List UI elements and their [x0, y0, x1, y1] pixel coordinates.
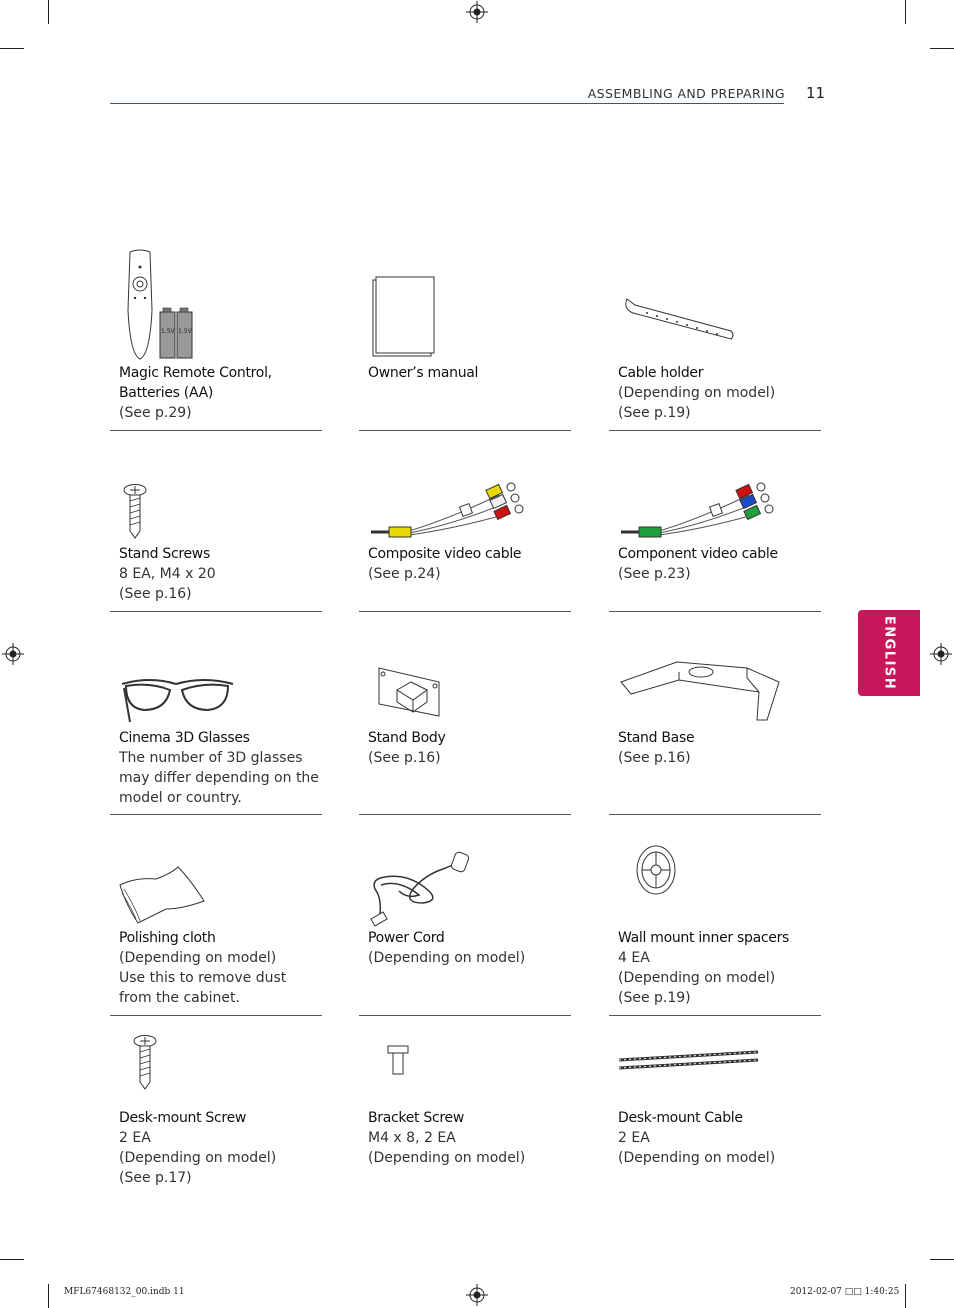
item-component-cable — [609, 431, 821, 612]
component-cable-icon — [619, 481, 779, 543]
item-name: Owner’s manual — [368, 365, 479, 381]
item-description: 4 EA — [618, 950, 650, 966]
item-stand-body — [359, 612, 571, 815]
stand-screw-icon — [122, 483, 148, 539]
item-description: (See p.23) — [618, 566, 691, 582]
bracket-screw-icon — [386, 1044, 410, 1076]
item-description: (Depending on model) — [368, 1150, 526, 1166]
item-description: (See p.24) — [368, 566, 441, 582]
manual-icon — [371, 275, 435, 359]
item-name: Desk-mount Cable — [618, 1110, 743, 1126]
item-name: Wall mount inner spacers — [618, 930, 790, 946]
item-description: (Depending on model) — [618, 970, 776, 986]
item-description: (Depending on model) — [119, 950, 277, 966]
item-description: (Depending on model) — [618, 1150, 776, 1166]
crop-mark — [930, 48, 954, 49]
composite-cable-icon — [369, 481, 529, 543]
item-description: (See p.16) — [119, 586, 192, 602]
item-description: (Depending on model) — [618, 385, 776, 401]
item-description: (See p.16) — [618, 750, 691, 766]
footer-date-info: 2012-02-07 □□ 1:40:25 — [790, 1287, 900, 1297]
item-name: Stand Body — [368, 730, 446, 746]
stand-body-icon — [373, 664, 443, 720]
item-manual — [359, 245, 571, 431]
section-title: ASSEMBLING AND PREPARING — [587, 86, 785, 101]
item-name: Stand Base — [618, 730, 695, 746]
crop-mark — [905, 0, 906, 24]
page-number: 11 — [806, 84, 826, 102]
item-power-cord — [359, 815, 571, 1016]
item-description: may differ depending on the — [119, 770, 319, 786]
svg-text:1.5V: 1.5V — [161, 328, 175, 335]
crop-mark — [0, 1259, 24, 1260]
item-name: Batteries (AA) — [119, 385, 214, 401]
item-description: (See p.16) — [368, 750, 441, 766]
desk-cable-icon — [617, 1048, 762, 1072]
item-cable-holder — [609, 245, 821, 431]
item-description: The number of 3D glasses — [119, 750, 303, 766]
item-description: from the cabinet. — [119, 990, 240, 1006]
item-name: Stand Screws — [119, 546, 210, 562]
item-stand-screws — [110, 431, 322, 612]
registration-mark-icon — [930, 643, 952, 665]
footer-file-info: MFL67468132_00.indb 11 — [64, 1287, 185, 1297]
item-name: Cinema 3D Glasses — [119, 730, 250, 746]
item-description: 2 EA — [618, 1130, 650, 1146]
registration-mark-icon — [2, 643, 24, 665]
3d-glasses-icon — [120, 676, 235, 726]
item-desk-screw — [110, 1016, 322, 1196]
item-description: (See p.29) — [119, 405, 192, 421]
desk-screw-icon — [132, 1034, 158, 1090]
item-description: model or country. — [119, 790, 242, 806]
language-label: ENGLISH — [881, 615, 897, 691]
item-description: (See p.17) — [119, 1170, 192, 1186]
item-3d-glasses — [110, 612, 322, 815]
item-name: Desk-mount Screw — [119, 1110, 247, 1126]
item-description: 2 EA — [119, 1130, 151, 1146]
item-name: Composite video cable — [368, 546, 522, 562]
crop-mark — [0, 48, 24, 49]
item-description: 8 EA, M4 x 20 — [119, 566, 216, 582]
svg-text:1.5V: 1.5V — [178, 328, 192, 335]
crop-mark — [930, 1259, 954, 1260]
cable-holder-icon — [623, 295, 738, 345]
language-tab — [858, 610, 920, 696]
item-name: Component video cable — [618, 546, 778, 562]
item-description: (Depending on model) — [368, 950, 526, 966]
item-name: Polishing cloth — [119, 930, 216, 946]
registration-mark-icon — [466, 1284, 488, 1306]
item-description: (Depending on model) — [119, 1150, 277, 1166]
crop-mark — [48, 1284, 49, 1308]
header-rule — [110, 103, 784, 104]
item-name: Cable holder — [618, 365, 704, 381]
power-cord-icon — [369, 849, 474, 929]
item-composite-cable — [359, 431, 571, 612]
item-description: M4 x 8, 2 EA — [368, 1130, 456, 1146]
item-desk-cable — [609, 1016, 821, 1196]
remote-control-icon — [122, 248, 202, 363]
item-name: Magic Remote Control, — [119, 365, 272, 381]
crop-mark — [905, 1284, 906, 1308]
item-spacers — [609, 815, 821, 1016]
item-remote — [110, 245, 322, 431]
item-description: (See p.19) — [618, 405, 691, 421]
item-bracket-screw — [359, 1016, 571, 1196]
item-name: Bracket Screw — [368, 1110, 464, 1126]
item-polishing-cloth — [110, 815, 322, 1016]
item-description: (See p.19) — [618, 990, 691, 1006]
registration-mark-icon — [466, 1, 488, 23]
item-description: Use this to remove dust — [119, 970, 287, 986]
stand-base-icon — [617, 658, 782, 724]
item-name: Power Cord — [368, 930, 445, 946]
polishing-cloth-icon — [116, 865, 208, 927]
crop-mark — [48, 0, 49, 24]
spacer-icon — [633, 843, 679, 897]
item-stand-base — [609, 612, 821, 815]
